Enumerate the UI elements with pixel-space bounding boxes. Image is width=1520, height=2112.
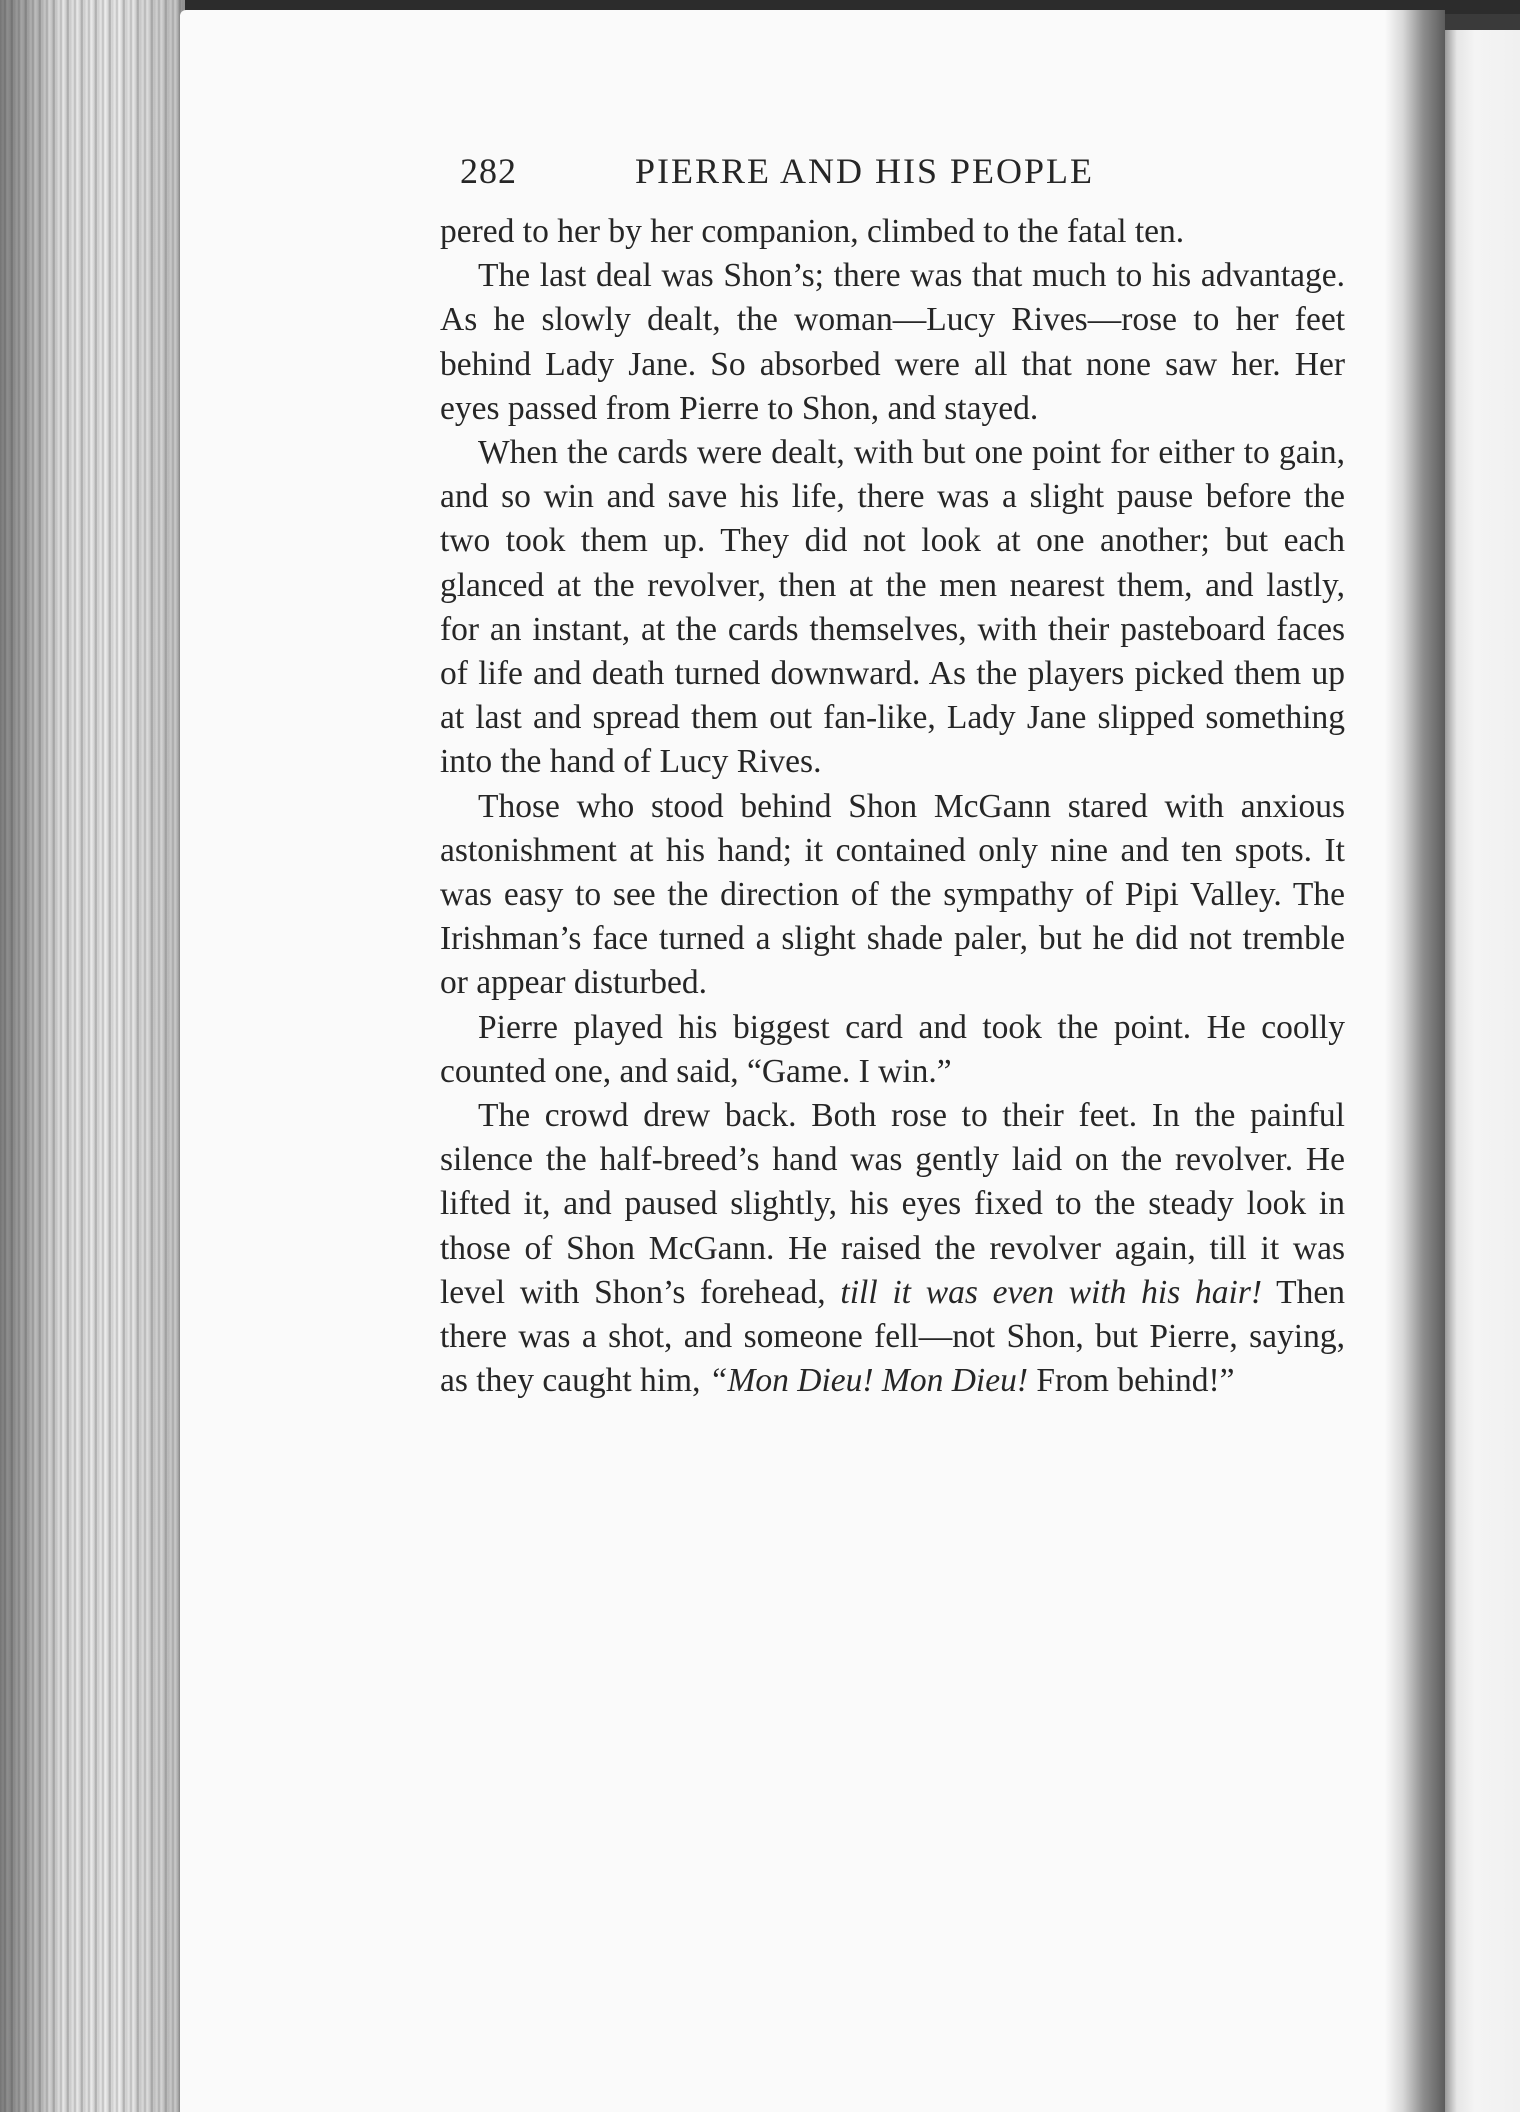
paragraph-6-italic-a: till it was even with his hair! xyxy=(840,1273,1263,1311)
paragraph-6-text-b: Then there was a shot, and someone fell—not Shon, but Pierre, saying, as they caught him, xyxy=(440,1273,1345,1400)
paragraph-6 xyxy=(440,1094,1345,1403)
book-page-edges xyxy=(0,0,185,2112)
paragraph-5: Pierre played his biggest card and took the point. He coolly counted one, and said, “Game. I win.” xyxy=(440,1008,1345,1090)
page-number: 282 xyxy=(460,151,517,191)
paragraph-2: The last deal was Shon’s; there was that much to his advantage. As he slowly dealt, the woman—Lucy Rives—rose to her feet behind Lady Jane. So absorbed were all that none saw her. Her eyes passed from Pierre to Shon, and stayed. xyxy=(440,257,1345,427)
paragraph-3: When the cards were dealt, with but one point for either to gain, and so win and save his life, there was a slight pause before the two took them up. They did not look at one another; but each glanced at the revolver, then at the men nearest them, and lastly, for an instant, at the cards themselves, with their pasteboard faces of life and death turned downward. As the players picked them up at last and spread them out fan-like, Lady Jane slipped something into the hand of Lucy Rives. xyxy=(440,434,1345,781)
facing-page-edge xyxy=(1445,30,1520,2112)
paragraph-6-text-c: From behind!” xyxy=(1028,1362,1235,1400)
paragraph-1: pered to her by her companion, climbed to the fatal ten. xyxy=(440,213,1185,250)
running-head: PIERRE AND HIS PEOPLE xyxy=(635,151,1095,191)
paragraph-4: Those who stood behind Shon McGann stared with anxious astonishment at his hand; it contained only nine and ten spots. It was easy to see the direction of the sympathy of Pipi Valley. The Irishman’s face turned a slight shade paler, but he did not tremble or appear disturbed. xyxy=(440,787,1345,1002)
paragraph-6-italic-b: “Mon Dieu! Mon Dieu! xyxy=(708,1362,1028,1400)
paragraph-6-text-a: The crowd drew back. Both rose to their feet. In the painful silence the half-breed’s hand was gently laid on the revolver. He lifted it, and paused slightly, his eyes fixed to the steady look in those of Shon McGann. He raised the revolver again, till it was level with Shon’s forehead, xyxy=(440,1097,1345,1311)
page-content xyxy=(440,150,1345,1403)
page-header xyxy=(440,150,1345,210)
book-gutter-shadow xyxy=(1385,10,1445,2112)
